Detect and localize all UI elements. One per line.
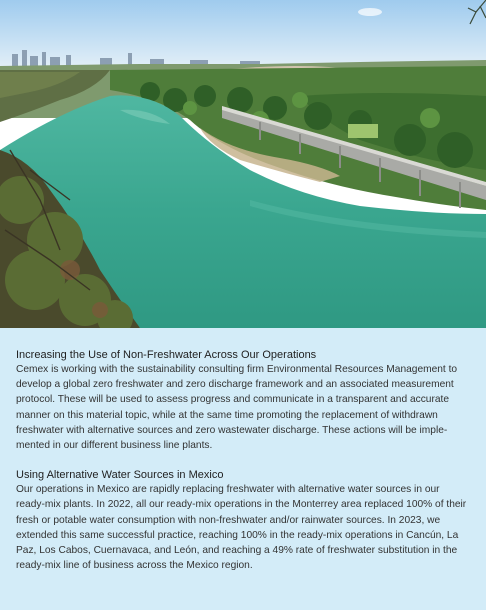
- text-panel: [0, 328, 486, 610]
- section-heading: Using Alternative Water Sources in Mexico: [16, 469, 224, 482]
- section-alternative-water-mexico: [16, 468, 468, 573]
- section-body: Cemex is working with the sustainability consulting firm Environmental Resources Management to develop a global zero freshwater and zero discharge framework and an associated measurement protocol. These will be used to assess progress and communicate in a transparent and accurate manner on this material topic, while at the same time promoting the replacement of withdrawn freshwater with alternative sources and zero wastewater discharge. These actions will be imple-mented in our different business line plants.: [16, 364, 458, 452]
- section-body: Our operations in Mexico are rapidly replacing freshwater with alternative water sources in our ready-mix plants. In 2022, all our ready-mix operations in the Monterrey area replaced 100% of their fresh or potable water consumption with non-freshwater and/or rainwater sources. In 2023, we extended this same successful practice, reaching 100% in the ready-mix operations in Cancún, La Paz, Los Cabos, Cuernavaca, and León, and reaching a 49% rate of freshwater substitution in the ready-mix line of business across the Mexico region.: [16, 484, 467, 572]
- section-heading: Increasing the Use of Non-Freshwater Across Our Operations: [16, 349, 317, 361]
- section-non-freshwater: [16, 348, 468, 453]
- sky: [0, 0, 486, 70]
